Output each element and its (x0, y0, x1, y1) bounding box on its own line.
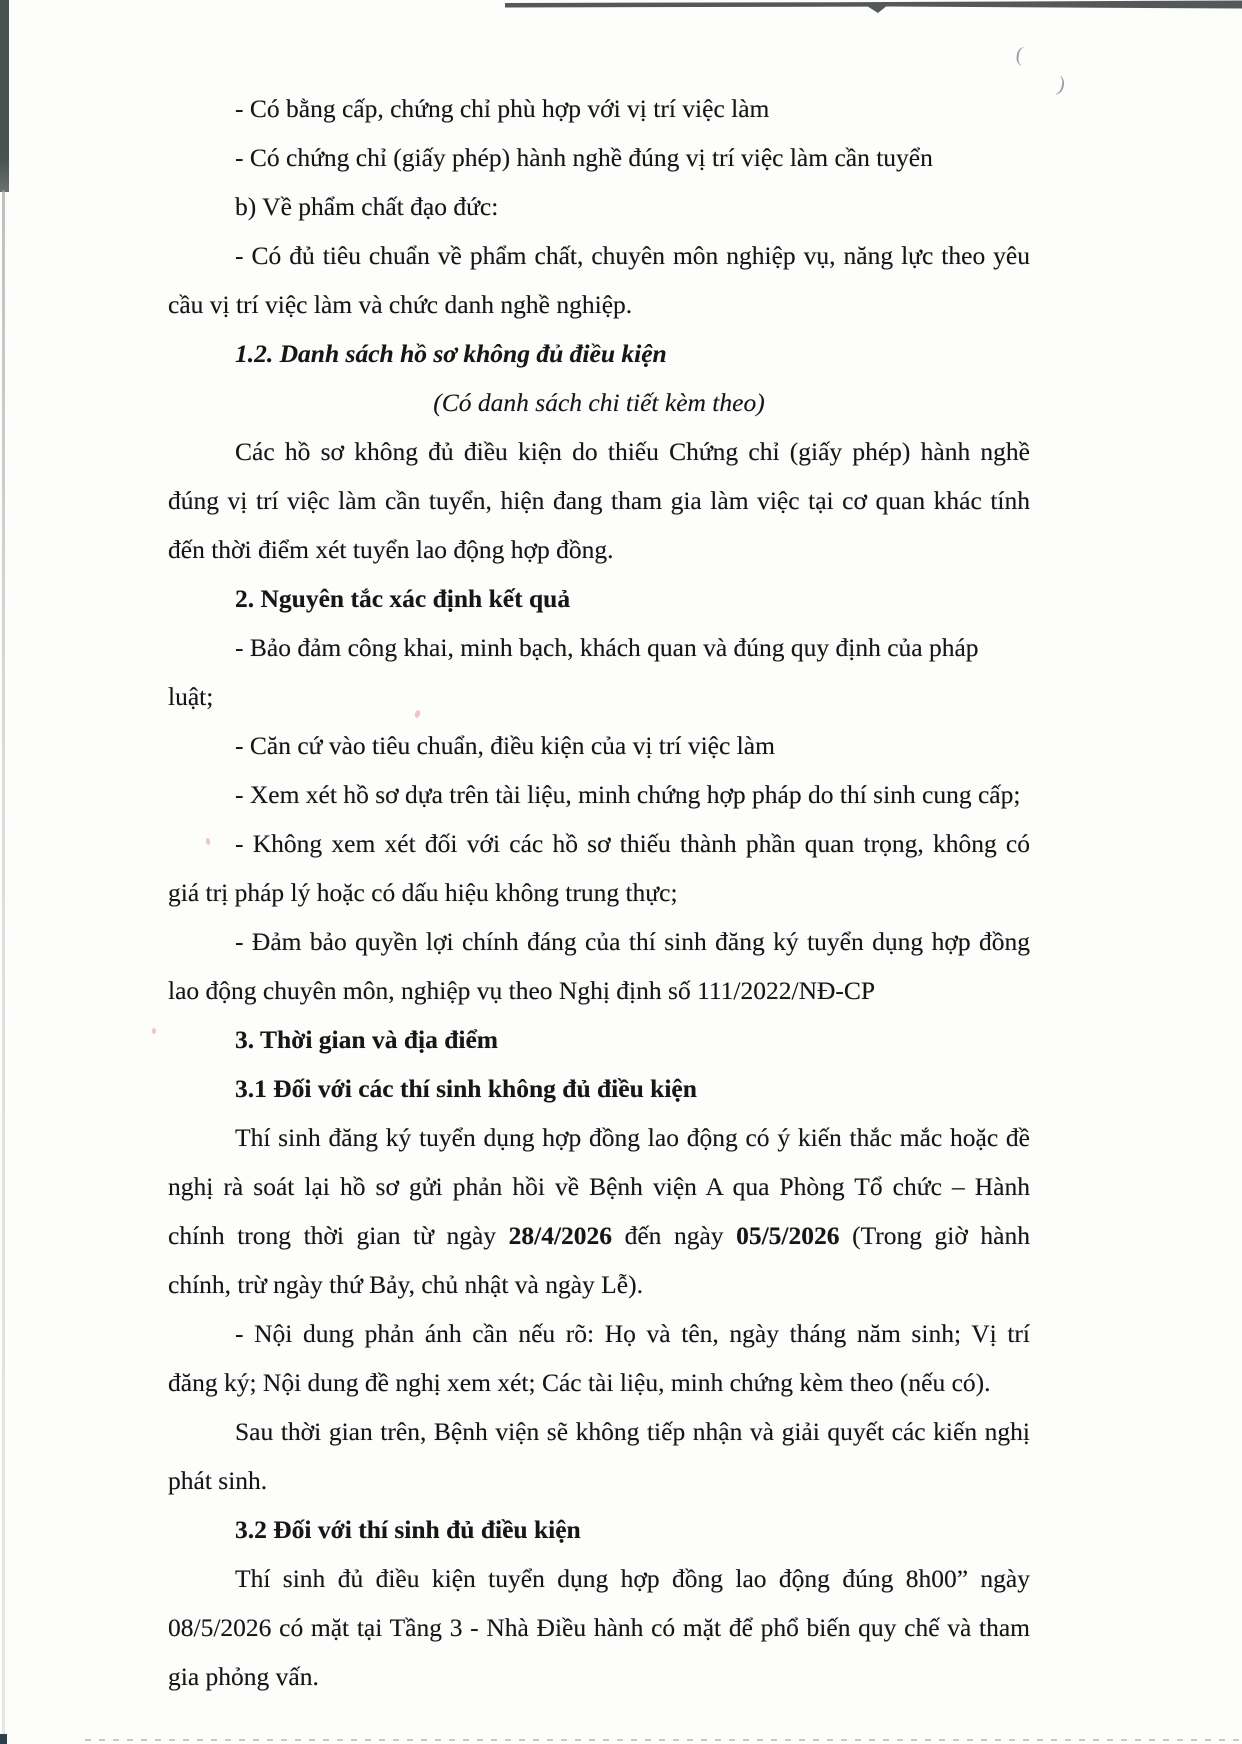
text-line (168, 182, 1030, 231)
text-segment: chính trong thời gian từ ngày (168, 1221, 509, 1250)
scan-speck-open-paren: ( (1014, 41, 1025, 67)
text-line (168, 1162, 1030, 1211)
text-line (168, 1211, 1030, 1260)
text-segment: 28/4/2026 (508, 1221, 613, 1250)
text-segment: (Có danh sách chi tiết kèm theo) (433, 388, 765, 417)
text-line (168, 133, 1030, 182)
text-line (168, 378, 1030, 427)
text-segment: đăng ký; Nội dung đề nghị xem xét; Các tài liệu, minh chứng kèm theo (nếu có). (168, 1368, 991, 1397)
text-line (168, 574, 1030, 623)
text-segment: 3.1 Đối với các thí sinh không đủ điều kiện (235, 1074, 697, 1103)
text-segment: cầu vị trí việc làm và chức danh nghề nghiệp. (168, 290, 633, 319)
text-segment: - Có chứng chỉ (giấy phép) hành nghề đúng vị trí việc làm cần tuyển (235, 143, 933, 172)
text-line (168, 231, 1030, 280)
text-line (168, 770, 1030, 819)
text-segment: phát sinh. (168, 1466, 268, 1495)
text-segment: giá trị pháp lý hoặc có dấu hiệu không trung thực; (168, 878, 678, 907)
text-segment: đến ngày (612, 1221, 737, 1250)
text-line (168, 525, 1030, 574)
scan-edge-artifact-left-line (2, 190, 5, 1744)
text-line (168, 721, 1030, 770)
text-segment: - Xem xét hồ sơ dựa trên tài liệu, minh chứng hợp pháp do thí sinh cung cấp; (235, 780, 1021, 809)
scan-speck-close-paren: ) (1055, 71, 1068, 97)
text-line (168, 819, 1030, 868)
text-segment: (Trong giờ hành (839, 1221, 1030, 1250)
scan-speck (152, 1028, 156, 1034)
text-segment: lao động chuyên môn, nghiệp vụ theo Nghị định số 111/2022/NĐ-CP (168, 976, 876, 1005)
text-line (168, 1113, 1030, 1162)
text-segment: - Nội dung phản ánh cần nếu rõ: Họ và tên, ngày tháng năm sinh; Vị trí (235, 1319, 1030, 1348)
text-segment: Sau thời gian trên, Bệnh viện sẽ không tiếp nhận và giải quyết các kiến nghị (235, 1417, 1030, 1446)
text-segment: - Bảo đảm công khai, minh bạch, khách quan và đúng quy định của pháp luật; (168, 633, 979, 711)
document-body (168, 84, 1030, 1701)
text-segment: Thí sinh đủ điều kiện tuyển dụng hợp đồng lao động đúng 8h00” ngày (235, 1564, 1030, 1593)
text-segment: Thí sinh đăng ký tuyển dụng hợp đồng lao động có ý kiến thắc mắc hoặc đề (235, 1123, 1030, 1152)
text-line (168, 1554, 1030, 1603)
text-line (168, 1456, 1030, 1505)
text-segment: - Không xem xét đối với các hồ sơ thiếu thành phần quan trọng, không có (235, 829, 1030, 858)
text-segment: nghị rà soát lại hồ sơ gửi phản hồi về Bệnh viện A qua Phòng Tổ chức – Hành (168, 1172, 1030, 1201)
text-segment: đến thời điểm xét tuyển lao động hợp đồng. (168, 535, 614, 564)
text-segment: Các hồ sơ không đủ điều kiện do thiếu Chứng chỉ (giấy phép) hành nghề (235, 437, 1030, 466)
text-segment: - Có đủ tiêu chuẩn về phẩm chất, chuyên môn nghiệp vụ, năng lực theo yêu (235, 241, 1030, 270)
scan-edge-artifact-top-bar (0, 0, 1242, 14)
text-segment: - Căn cứ vào tiêu chuẩn, điều kiện của vị trí việc làm (235, 731, 775, 760)
text-segment: 2. Nguyên tắc xác định kết quả (235, 584, 571, 613)
text-line (168, 1015, 1030, 1064)
text-line (168, 1358, 1030, 1407)
text-line (168, 1260, 1030, 1309)
text-segment: gia phỏng vấn. (168, 1662, 319, 1691)
text-segment: 05/5/2026 (736, 1221, 840, 1250)
text-line (168, 427, 1030, 476)
text-line (168, 329, 1030, 378)
text-line (168, 1652, 1030, 1701)
text-line (168, 476, 1030, 525)
text-segment: 3.2 Đối với thí sinh đủ điều kiện (235, 1515, 581, 1544)
text-line (168, 623, 1030, 721)
text-line (168, 84, 1030, 133)
text-line (168, 868, 1030, 917)
text-segment: đúng vị trí việc làm cần tuyển, hiện đang tham gia làm việc tại cơ quan khác tính (168, 486, 1030, 515)
text-line (168, 280, 1030, 329)
text-segment: 3. Thời gian và địa điểm (235, 1025, 499, 1054)
text-line (168, 1407, 1030, 1456)
text-segment: b) Về phẩm chất đạo đức: (235, 192, 499, 221)
scan-edge-artifact-bottom-dot (0, 1734, 7, 1744)
text-segment: 1.2. Danh sách hồ sơ không đủ điều kiện (235, 339, 667, 368)
scan-edge-artifact-left-bar (0, 0, 9, 192)
text-segment: chính, trừ ngày thứ Bảy, chủ nhật và ngày Lễ). (168, 1270, 643, 1299)
text-line (168, 1505, 1030, 1554)
text-line (168, 1309, 1030, 1358)
scan-edge-artifact-bottom-dots (85, 1739, 1242, 1741)
text-line (168, 966, 1030, 1015)
text-line (168, 1064, 1030, 1113)
text-line (168, 917, 1030, 966)
text-segment: - Đảm bảo quyền lợi chính đáng của thí sinh đăng ký tuyển dụng hợp đồng (235, 927, 1030, 956)
text-line (168, 1603, 1030, 1652)
text-segment: 08/5/2026 có mặt tại Tầng 3 - Nhà Điều hành có mặt để phổ biến quy chế và tham (168, 1613, 1030, 1642)
text-segment: - Có bằng cấp, chứng chỉ phù hợp với vị trí việc làm (235, 94, 770, 123)
